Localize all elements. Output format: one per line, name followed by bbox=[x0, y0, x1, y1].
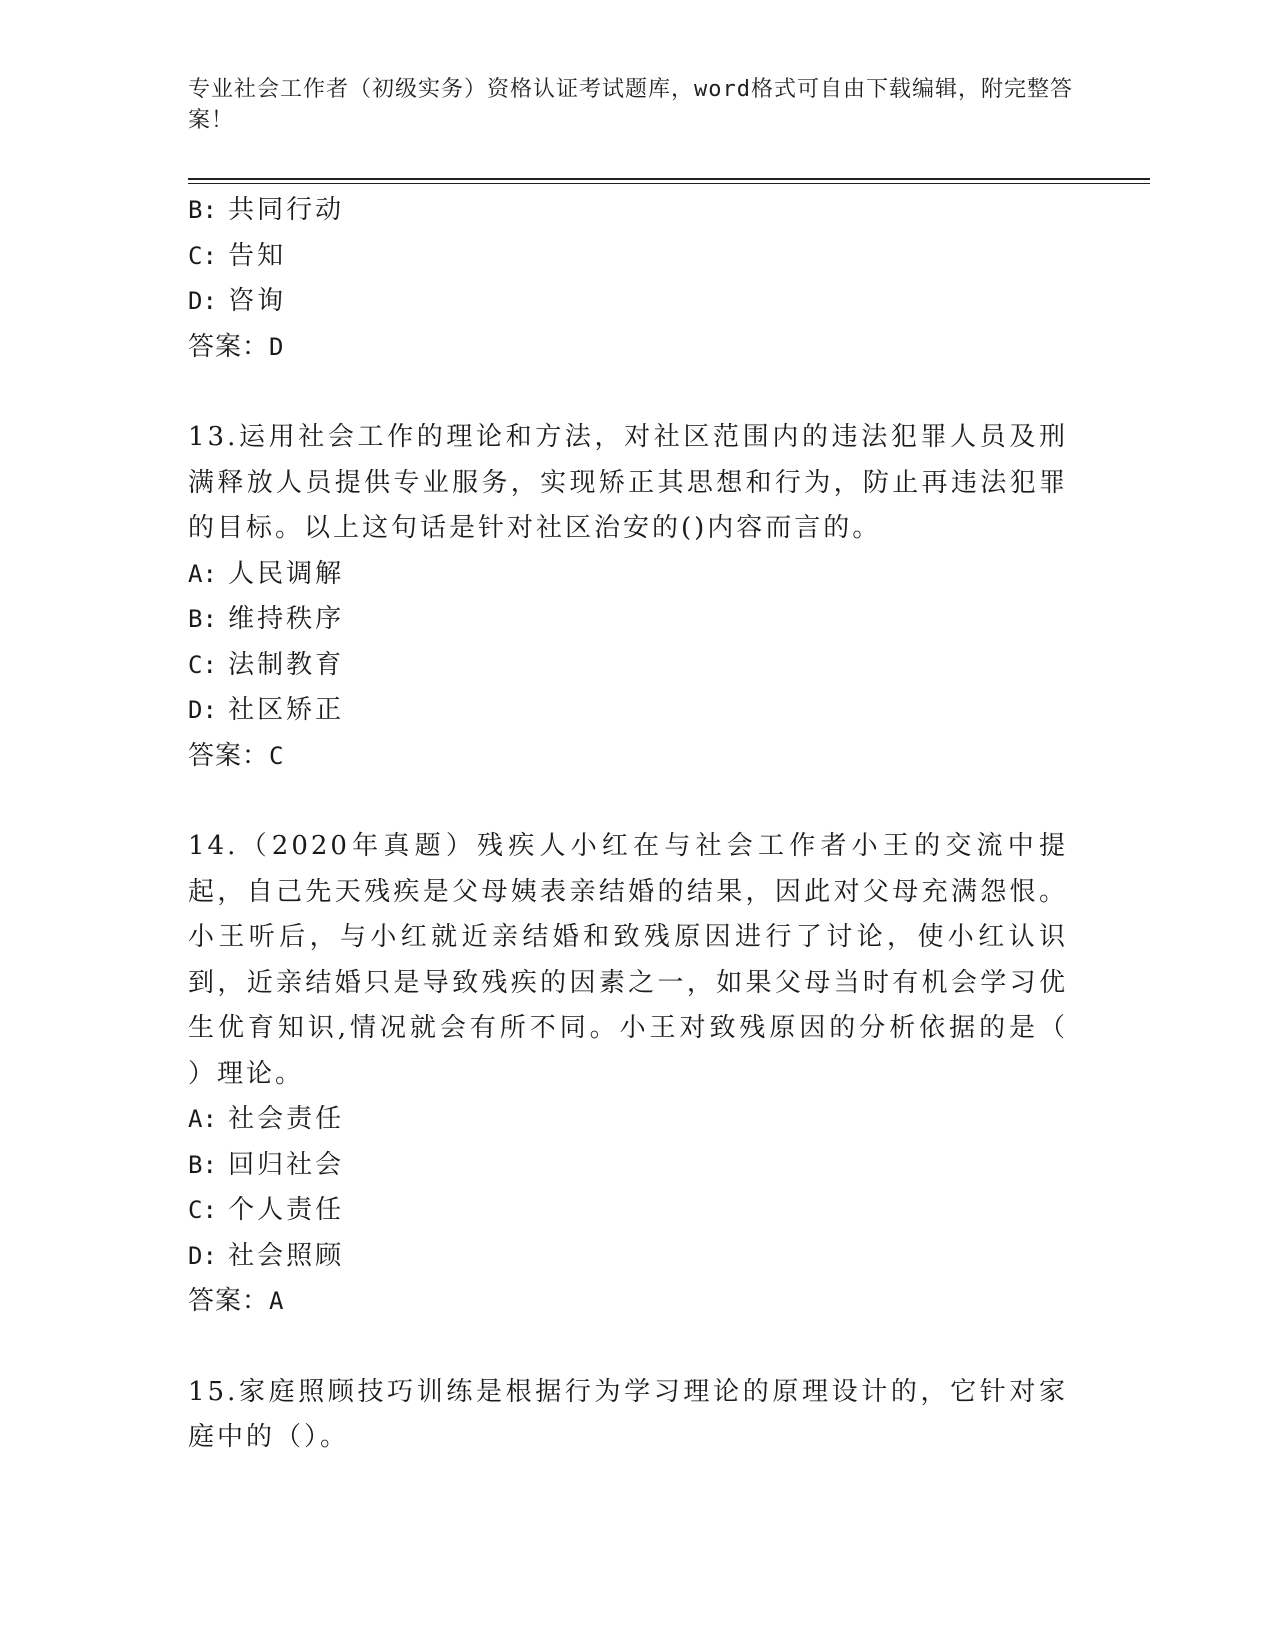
answer-line bbox=[188, 734, 1088, 780]
question-stem: 15.家庭照顾技巧训练是根据行为学习理论的原理设计的，它针对家庭中的（）。 bbox=[188, 1376, 1068, 1452]
answer-label: 答案： bbox=[188, 1286, 270, 1316]
option-letter: D: bbox=[188, 1241, 217, 1270]
answer-value: C bbox=[269, 741, 285, 770]
option-letter: B: bbox=[188, 1150, 217, 1179]
option-text: 维持秩序 bbox=[228, 604, 345, 634]
option-letter: C: bbox=[188, 241, 217, 270]
option-c bbox=[188, 234, 1088, 280]
option-text: 社会责任 bbox=[228, 1104, 345, 1134]
option-text: 人民调解 bbox=[228, 558, 345, 589]
option-letter: C: bbox=[188, 1196, 217, 1224]
header-divider-thin bbox=[188, 183, 1150, 184]
answer-line bbox=[188, 1279, 1088, 1325]
answer-label: 答案： bbox=[188, 331, 270, 362]
option-text: 个人责任 bbox=[228, 1195, 345, 1225]
answer-value: A bbox=[269, 1287, 285, 1315]
option-b bbox=[188, 597, 1088, 643]
document-header: 专业社会工作者（初级实务）资格认证考试题库，word格式可自由下载编辑，附完整答案！ bbox=[188, 77, 1073, 133]
option-letter: A: bbox=[188, 1105, 217, 1133]
option-a bbox=[188, 552, 1088, 598]
spacer bbox=[188, 779, 1088, 824]
answer-value: D bbox=[269, 332, 285, 361]
option-text: 共同行动 bbox=[228, 195, 345, 225]
option-text: 社会照顾 bbox=[228, 1240, 345, 1271]
option-letter: B: bbox=[188, 605, 217, 633]
answer-line bbox=[188, 325, 1088, 371]
option-c bbox=[188, 1188, 1088, 1234]
spacer bbox=[188, 370, 1088, 415]
option-b bbox=[188, 1143, 1088, 1189]
option-letter: D: bbox=[188, 287, 217, 315]
option-text: 法制教育 bbox=[228, 649, 345, 680]
option-d bbox=[188, 688, 1088, 734]
spacer bbox=[188, 1325, 1088, 1370]
question-12 bbox=[188, 188, 1088, 370]
option-letter: C: bbox=[188, 650, 217, 679]
option-letter: B: bbox=[188, 196, 217, 224]
option-b bbox=[188, 188, 1088, 234]
option-text: 回归社会 bbox=[228, 1149, 345, 1180]
answer-label: 答案： bbox=[188, 740, 270, 771]
option-text: 告知 bbox=[228, 240, 287, 271]
option-a bbox=[188, 1097, 1088, 1143]
option-letter: D: bbox=[188, 696, 217, 724]
question-15 bbox=[188, 1370, 1088, 1461]
option-d bbox=[188, 1234, 1088, 1280]
question-list bbox=[188, 188, 1127, 1461]
question-stem: 13.运用社会工作的理论和方法，对社区范围内的违法犯罪人员及刑满释放人员提供专业服务，实现矫正其思想和行为，防止再违法犯罪的目标。以上这句话是针对社区治安的()内容而言的。 bbox=[188, 422, 1068, 543]
option-text: 咨询 bbox=[228, 286, 287, 316]
option-letter: A: bbox=[188, 559, 217, 588]
question-13 bbox=[188, 415, 1088, 779]
option-c bbox=[188, 643, 1088, 689]
option-d bbox=[188, 279, 1088, 325]
option-text: 社区矫正 bbox=[228, 695, 345, 725]
header-divider-thick bbox=[188, 178, 1150, 180]
question-stem: 14.（2020年真题）残疾人小红在与社会工作者小王的交流中提起，自己先天残疾是父母姨表亲结婚的结果，因此对父母充满怨恨。小王听后，与小红就近亲结婚和致残原因进行了讨论，使小红认识到，近亲结婚只是导致残疾的因素之一，如果父母当时有机会学习优生优育知识,情况就会有所不同。小王对致残原因的分析依据的是（ ）理论。 bbox=[188, 831, 1127, 1089]
question-14 bbox=[188, 824, 1127, 1325]
